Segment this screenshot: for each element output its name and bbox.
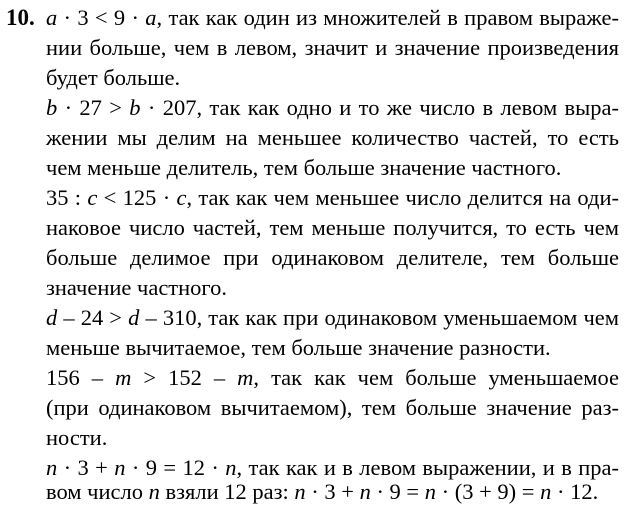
text-segment: · 3 + (305, 479, 360, 504)
variable: m (115, 365, 132, 390)
text-segment: · 207, так как одно и то же число в левом выра- (140, 95, 620, 120)
variable: c (176, 185, 187, 210)
text-line (46, 153, 619, 183)
text-line (46, 333, 619, 363)
variable: n (114, 455, 126, 480)
text-line (46, 183, 619, 213)
text-segment: меньше вычитаемое, тем больше значение разности. (46, 335, 551, 360)
text-segment: · 9 = 12 · (125, 455, 226, 480)
text-line (46, 363, 619, 393)
text-segment: (при одинаковом вычитаемом), тем больше значение раз- (46, 395, 619, 420)
text-segment: · 12. (551, 479, 599, 504)
text-line (46, 423, 619, 453)
variable: n (46, 455, 58, 480)
text-segment: вом число (46, 479, 149, 504)
variable: d (46, 305, 58, 330)
text-segment: – 310, так как при одинаковом уменьшаемом чем (139, 305, 619, 330)
problem-number: 10. (6, 5, 35, 30)
text-segment: , так как один из множителей в правом выраже- (156, 5, 619, 30)
text-segment: жении мы делим на меньшее количество частей, то есть (46, 125, 619, 150)
text-segment: наковое число частей, тем меньше получится, то есть чем (46, 215, 619, 240)
text-line (46, 63, 619, 93)
text-line (46, 123, 619, 153)
text-segment: нии больше, чем в левом, значит и значение произведения (46, 35, 619, 60)
text-line (46, 213, 619, 243)
variable: b (129, 95, 141, 120)
text-segment: · 3 < 9 · (57, 5, 146, 30)
text-segment: , так как чем больше уменьшаемое (253, 365, 620, 390)
variable: n (540, 479, 552, 504)
text-segment: , так как и в левом выражении, и в пра- (236, 455, 619, 480)
text-segment: 156 – (46, 365, 116, 390)
text-segment: · 3 + (57, 455, 115, 480)
text-line (46, 273, 619, 303)
text-segment: ности. (46, 425, 108, 450)
text-segment: · 27 > (57, 95, 130, 120)
variable: n (294, 479, 306, 504)
text-segment: · 9 = (370, 479, 425, 504)
text-segment: чем меньше делитель, тем больше значение частного. (46, 155, 562, 180)
variable: n (424, 479, 436, 504)
text-line (46, 3, 619, 33)
text-segment: < 125 · (97, 185, 177, 210)
variable: a (46, 5, 58, 30)
variable: n (225, 455, 237, 480)
text-line (46, 393, 619, 423)
variable: b (46, 95, 58, 120)
text-segment: , так как чем меньшее число делится на оди- (186, 185, 619, 210)
text-segment: значение частного. (46, 275, 227, 300)
variable: n (148, 479, 160, 504)
text-segment: 35 : (46, 185, 88, 210)
text-segment: будет больше. (46, 65, 181, 90)
variable: m (237, 365, 254, 390)
text-line (46, 93, 619, 123)
text-segment: – 24 > (57, 305, 129, 330)
text-line (46, 477, 619, 507)
text-segment: > 152 – (131, 365, 238, 390)
variable: c (87, 185, 98, 210)
text-line (46, 33, 619, 63)
text-segment: · (3 + 9) = (436, 479, 541, 504)
variable: n (359, 479, 371, 504)
text-segment: взяли 12 раз: (159, 479, 295, 504)
variable: a (145, 5, 157, 30)
text-line (46, 243, 619, 273)
text-segment: больше делимое при одинаковом делителе, тем больше (46, 245, 619, 270)
text-line (46, 303, 619, 333)
variable: d (128, 305, 140, 330)
